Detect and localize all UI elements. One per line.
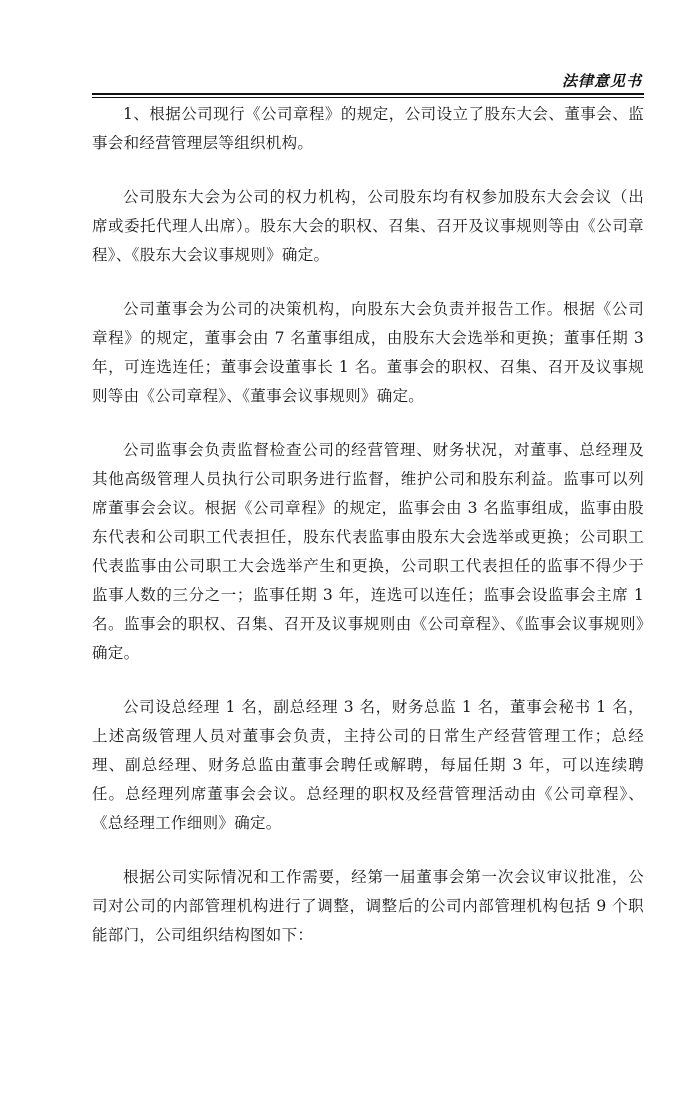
- document-body: [92, 100, 644, 975]
- document-header-title: 法律意见书: [561, 72, 642, 90]
- paragraph-shareholders-meeting: 公司股东大会为公司的权力机构，公司股东均有权参加股东大会会议（出席或委托代理人出席）。股东大会的职权、召集、召开及议事规则等由《公司章程》、《股东大会议事规则》确定。: [92, 188, 644, 264]
- header-rule-thin: [92, 97, 644, 98]
- paragraph-senior-management: 公司设总经理 1 名，副总经理 3 名，财务总监 1 名，董事会秘书 1 名，上述高级管理人员对董事会负责，主持公司的日常生产经营管理工作；总经理、副总经理、财务总监由董事会聘任或解聘，每届任期 3 年，可以连续聘任。总经理列席董事会会议。总经理的职权及经营管理活动由《公司章程》、《总经理工作细则》确定。: [92, 698, 644, 832]
- paragraph-organization-overview: 1、根据公司现行《公司章程》的规定，公司设立了股东大会、董事会、监事会和经营管理层等组织机构。: [92, 105, 644, 152]
- header-rule-thick: [92, 93, 644, 95]
- paragraph-board-of-directors: 公司董事会为公司的决策机构，向股东大会负责并报告工作。根据《公司章程》的规定，董事会由 7 名董事组成，由股东大会选举和更换；董事任期 3 年，可连选连任；董事会设董事长 1 名。董事会的职权、召集、召开及议事规则等由《公司章程》、《董事会议事规则》确定。: [92, 300, 644, 405]
- paragraph-board-of-supervisors: 公司监事会负责监督检查公司的经营管理、财务状况，对董事、总经理及其他高级管理人员执行公司职务进行监督，维护公司和股东利益。监事可以列席董事会会议。根据《公司章程》的规定，监事会由 3 名监事组成，监事由股东代表和公司职工代表担任，股东代表监事由股东大会选举或更换；公司职工代表监事由公司职工大会选举产生和更换，公司职工代表担任的监事不得少于监事人数的三分之一；监事任期 3 年，连选可以连任；监事会设监事会主席 1 名。监事会的职权、召集、召开及议事规则由《公司章程》、《监事会议事规则》确定。: [92, 441, 644, 662]
- paragraph-internal-structure: 根据公司实际情况和工作需要，经第一届董事会第一次会议审议批准，公司对公司的内部管理机构进行了调整，调整后的公司内部管理机构包括 9 个职能部门，公司组织结构图如下：: [92, 868, 644, 944]
